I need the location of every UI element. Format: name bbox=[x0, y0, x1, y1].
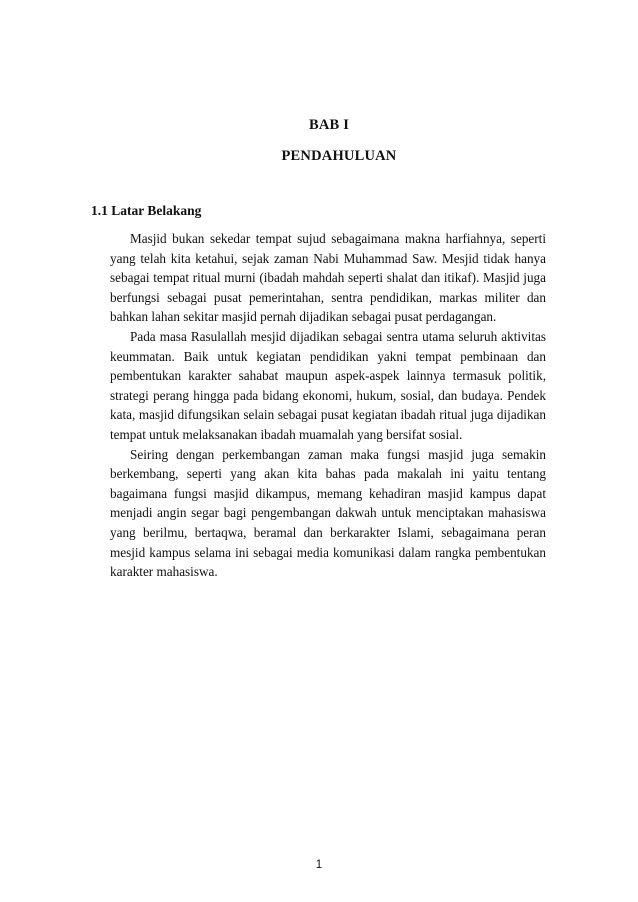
paragraph: Pada masa Rasulallah mesjid dijadikan sebagai sentra utama seluruh aktivitas keummatan. Baik untuk kegiatan pendidikan yakni tempat pembinaan dan pembentukan karakter sahabat maupun aspek-aspek lainnya termasuk politik, strategi perang hingga pada bidang ekonomi, hukum, sosial, dan budaya. Pendek kata, masjid difungsikan selain sebagai pusat kegiatan ibadah ritual juga dijadikan tempat untuk melaksanakan ibadah muamalah yang bersifat sosial. bbox=[110, 328, 546, 442]
paragraph: Seiring dengan perkembangan zaman maka fungsi masjid juga semakin berkembang, seperti yang akan kita bahas pada makalah ini yaitu tentang bagaimana fungsi masjid dikampus, memang kehadiran masjid kampus dapat menjadi angin segar bagi pengembangan dakwah untuk menciptakan mahasiswa yang berilmu, bertaqwa, beramal dan berkarakter Islami, sebagaimana peran mesjid kampus selama ini sebagai media komunikasi dalam rangka pembentukan karakter mahasiswa. bbox=[110, 446, 546, 580]
section-heading: 1.1 Latar Belakang bbox=[91, 203, 202, 218]
chapter-title: PENDAHULUAN bbox=[281, 148, 397, 164]
chapter-number: BAB I bbox=[308, 117, 350, 133]
paragraph: Masjid bukan sekedar tempat sujud sebagaimana makna harfiahnya, seperti yang telah kita ketahui, sejak zaman Nabi Muhammad Saw. Mesjid tidak hanya sebagai tempat ritual murni (ibadah mahdah seperti shalat dan itikaf). Masjid juga berfungsi sebagai pusat pemerintahan, sentra pendidikan, markas militer dan bahkan lahan sekitar masjid pernah dijadikan sebagai pusat perdagangan. bbox=[110, 231, 546, 325]
body-text bbox=[110, 229, 546, 582]
page-number: 1 bbox=[315, 859, 323, 871]
